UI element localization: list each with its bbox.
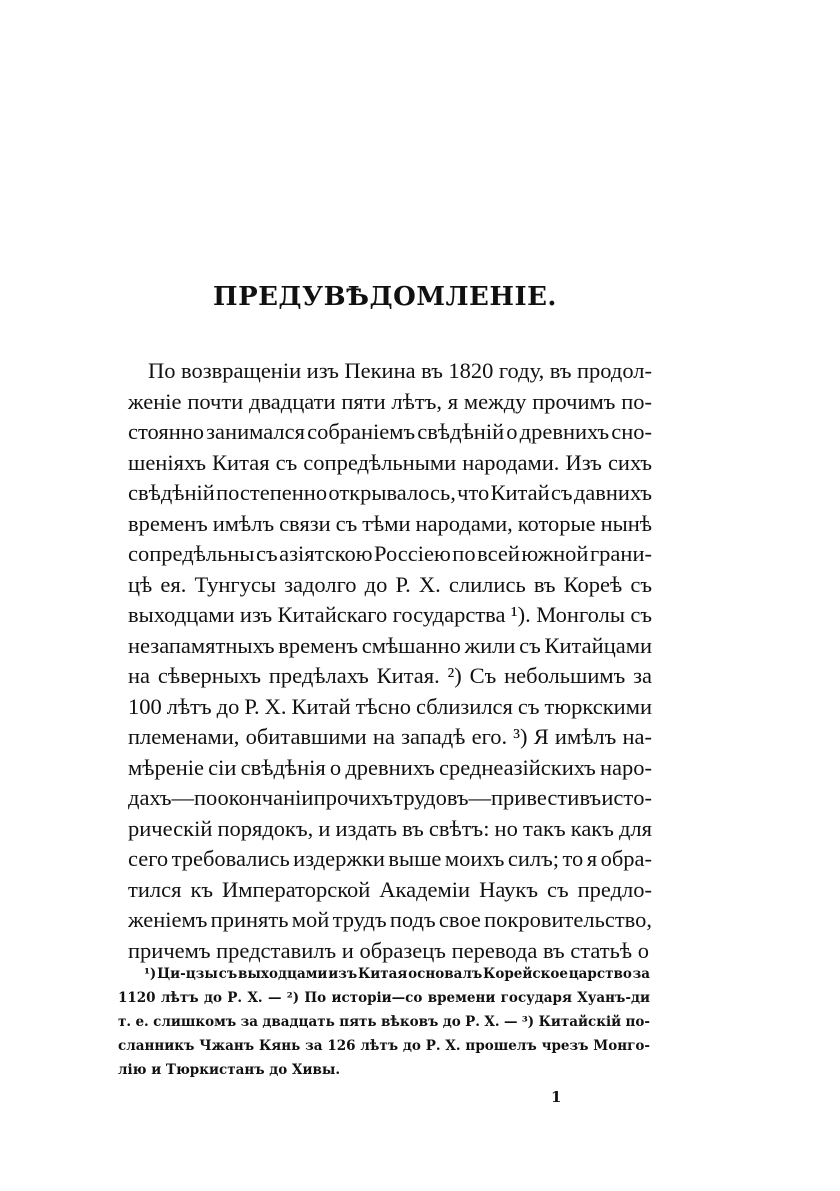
body-line: временъ имѣлъ связи съ тѣми народами, которые нынѣ [128,510,652,536]
body-line: причемъ представилъ и образецъ перевода въ статьѣ о [128,937,649,963]
body-line: шеніяхъ Китая съ сопредѣльными народами. Изъ сихъ [128,449,652,475]
footnote-line: т. е. слишкомъ за двадцать пять вѣковъ до Р. Х. — ³) Китайскій по- [118,1014,650,1030]
footnote-line: сланникъ Чжанъ Кянь за 126 лѣтъ до Р. Х. прошелъ чрезъ Монго- [118,1038,650,1054]
body-line: дахъ—по окончаніи прочихъ трудовъ—привести въ истo- [128,785,652,810]
body-line: 100 лѣтъ до Р. Х. Китай тѣсно сблизился съ тюркскими [128,693,652,719]
body-line: цѣ ея. Тунгусы задолго до Р. Х. слились въ Кореѣ съ [128,571,652,597]
body-line: тился къ Императорской Академіи Наукъ съ предло- [128,876,652,902]
body-line: стоянно занимался собраніемъ свѣдѣній о древнихъ сно- [128,419,652,444]
body-line: сего требовались издержки выше моихъ силъ; то я обра- [128,846,652,871]
body-line: сопредѣльны съ азіятскою Россіею по всей южной грани- [128,541,652,566]
page-title: ПРЕДУВѢДОМЛЕНІЕ. [213,282,557,312]
footnote-line: лію и Тюркистанъ до Хивы. [118,1062,341,1078]
body-line: женіемъ принять мой трудъ подъ свое покровительство, [128,907,652,932]
body-line: рическій порядокъ, и издать въ свѣтъ: но такъ какъ для [128,815,652,841]
body-line: женіе почти двадцати пяти лѣтъ, я между прочимъ по- [128,388,652,414]
body-line: мѣреніе сіи свѣдѣнія о древнихъ среднеазійскихъ наро- [128,754,652,780]
body-line: По возвращеніи изъ Пекина въ 1820 году, въ продол- [148,358,652,383]
body-line: свѣдѣній постепенно открывалось, что Китай съ давнихъ [128,480,652,505]
footnote-line: ¹) Ци-цзы съ выходцами изъ Китая основалъ Корейское царство за [144,966,650,982]
body-line: выходцами изъ Китайскаго государства ¹). Монголы съ [128,602,652,627]
body-line: племенами, обитавшими на западѣ его. ³) Я имѣлъ на- [128,724,652,749]
page-number: 1 [551,1088,562,1106]
body-line: незапамятныхъ временъ смѣшанно жили съ Китайцами [128,632,652,658]
body-line: на сѣверныхъ предѣлахъ Китая. ²) Съ небольшимъ за [128,663,652,688]
footnote-line: 1120 лѣтъ до Р. Х. — ²) По исторіи—со времени государя Хуанъ-ди [118,990,650,1006]
